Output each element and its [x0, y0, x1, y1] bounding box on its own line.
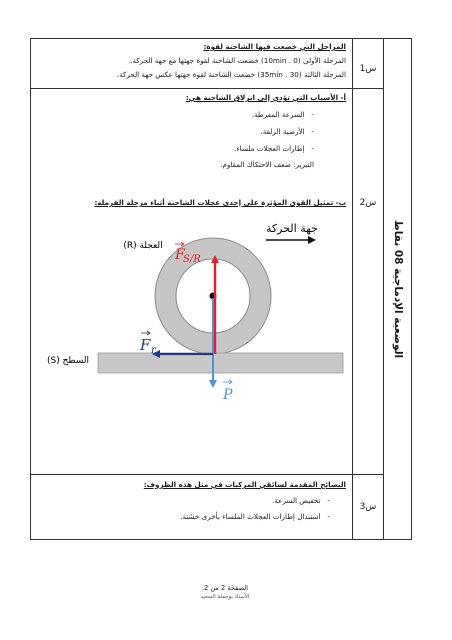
- page-number: الصفحة 2 من 2.: [201, 584, 249, 592]
- svg-text:S/R: S/R: [183, 254, 201, 265]
- question-1-label: س1: [359, 64, 377, 74]
- divider-side-column: [383, 38, 384, 540]
- direction-label: جهة الحركة: [266, 222, 318, 235]
- wheel-label: العجلة (R): [123, 241, 163, 251]
- tip-item: - تخفيض السرعة.: [272, 496, 330, 505]
- friction-force-label: [139, 331, 157, 356]
- svg-text:P: P: [223, 387, 233, 403]
- divider-row-1: [30, 88, 383, 89]
- svg-text:F: F: [140, 336, 151, 354]
- tip-item: - استبدال إطارات العجلات الملساء بأخرى خشنة.: [180, 512, 330, 521]
- surface-block: [98, 353, 343, 373]
- divider-row-2: [30, 474, 383, 475]
- question-2-part-b-heading: ب- تمثيل القوى المؤثرة على إحدى عجلات الشاحنة أثناء مرحلة الفرملة:: [94, 198, 346, 207]
- question-3-label: س3: [359, 502, 377, 512]
- wheel-force-diagram: [30, 210, 352, 410]
- svg-text:r: r: [151, 345, 156, 356]
- question-1-heading: المراحل التي خضعت فيها الشاحنة لقوة:: [203, 42, 346, 51]
- question-2-part-a-heading: أ- الأسباب التي تؤدي إلى انزلاق الشاحنة هي:: [185, 93, 346, 102]
- svg-text:F: F: [175, 247, 185, 263]
- surface-label: السطح (S): [46, 356, 90, 366]
- author-line: الأستاذ بوجملة السعيد: [200, 594, 250, 600]
- cause-item: - السرعة المفرطة.: [251, 110, 314, 119]
- justification: التبرير: ضعف الاحتكاك المقاوم.: [220, 160, 314, 169]
- question-1-line-2: المرحلة الثالثة (30 . 35min) خضعت الشاحنة لقوة جهتها عكس جهة الحركة.: [116, 70, 346, 79]
- causes-list: [36, 110, 346, 153]
- divider-label-column: [352, 38, 353, 540]
- question-2-label: س2: [359, 198, 377, 208]
- tips-list: [36, 496, 346, 521]
- question-2-part-a: [36, 93, 346, 169]
- cause-item: - الأرضية الزلقة.: [260, 127, 314, 136]
- cause-item: - إطارات العجلات ملساء.: [233, 144, 314, 153]
- question-1-line-1: المرحلة الأولى (10min . 0) خضعت الشاحنة لقوة جهتها مع جهة الحركة.: [130, 56, 346, 65]
- weight-force-label: [222, 380, 233, 403]
- question-1-answer: [36, 42, 346, 79]
- question-3-answer: [36, 480, 346, 521]
- question-3-heading: النصائح المقدمة لسائقي المركبات في مثل هذه الظروف:: [143, 480, 346, 489]
